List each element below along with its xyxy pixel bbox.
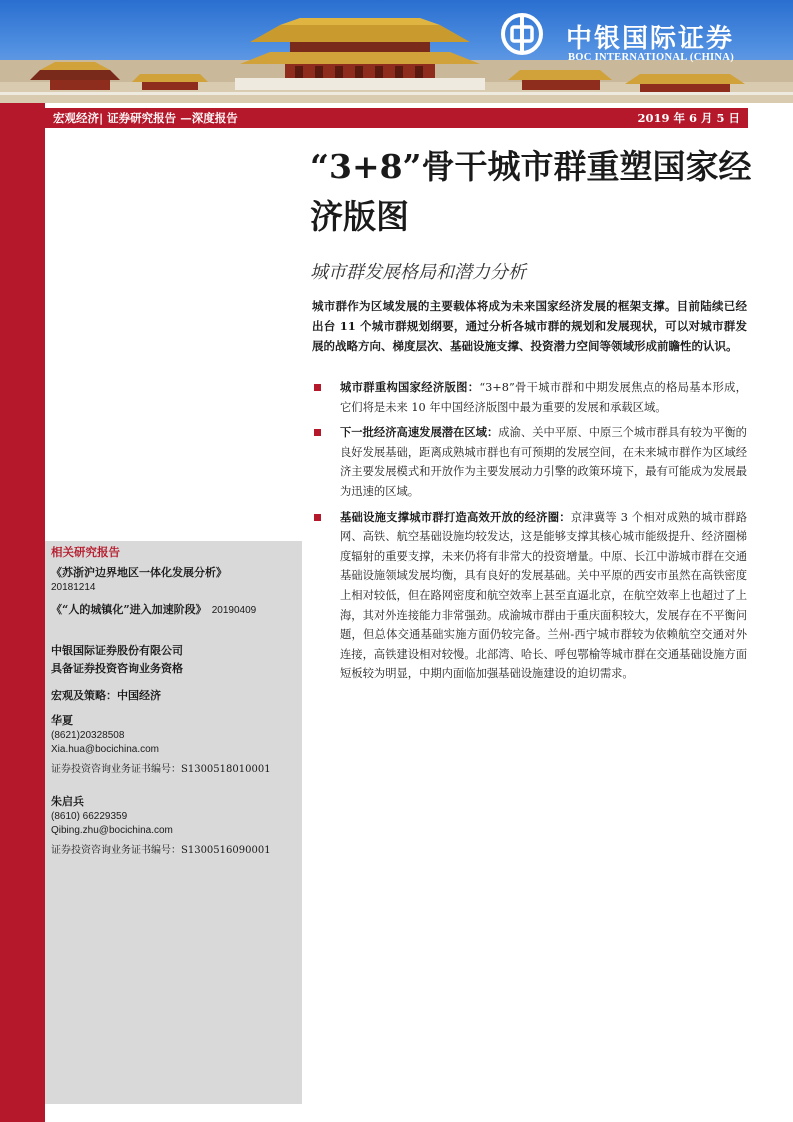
related-report-date: 20190409 [211, 605, 257, 616]
bullet-text: 京津冀等 3 个相对成熟的城市群路网、高铁、航空基础设施均较发达，这是能够支撑其核心城市能级提升、经济圈梯度辐射的重要支撑，未来仍将有非常大的投资增量。中原、长江中游城市群在交通基础设施领域发展均衡，具有良好的发展基础。关中平原的西安市虽然在高铁密度上相对较低，但在路网密度和航空效率上甚至直逼北京，在航空效率上也超过了上海，其对外连接能力非常强劲。成渝城市群由于重庆面积较大，发展存在不平衡问题，但总体交通基础实施方面仍较完备。兰州-西宁城市群较为依赖航空交通对外连接，高铁建设相对较慢。北部湾、哈长、呼包鄂榆等城市群在交通基础设施方面短板较为明显，中期内面临加强基础设施建设的迫切需求。 [340, 510, 747, 681]
analyst-email[interactable]: Qibing.zhu@bocichina.com [51, 825, 173, 836]
page-subtitle: 城市群发展格局和潜力分析 [310, 262, 526, 283]
company-qualification: 具备证券投资咨询业务资格 [51, 662, 183, 675]
brand-name-en: BOC INTERNATIONAL (CHINA) [568, 52, 734, 63]
analyst-cert: 证券投资咨询业务证书编号：S1300516090001 [51, 845, 271, 856]
sidebar-panel [45, 541, 302, 1104]
list-item [312, 508, 747, 684]
analyst-name: 华夏 [51, 714, 73, 727]
brand-name-cn: 中银国际证券 [566, 24, 735, 54]
analyst-phone: (8621)20328508 [51, 730, 125, 741]
related-report-date: 20181214 [51, 582, 96, 593]
analyst-email[interactable]: Xia.hua@bocichina.com [51, 744, 159, 755]
list-item [312, 378, 747, 417]
list-item [312, 423, 747, 501]
bullet-title: 下一批经济高速发展潜在区域： [340, 425, 499, 440]
bullet-text: “3+8”骨干城市群和中期发展焦点的格局基本形成，它们将是未来 10 年中国经济版图中最为重要的发展和承载区域。 [340, 381, 747, 414]
key-points-list [312, 378, 747, 690]
analyst-cert: 证券投资咨询业务证书编号：S1300518010001 [51, 764, 271, 775]
page-title: “3+8”骨干城市群重塑国家经济版图 [310, 147, 752, 236]
breadcrumb: 宏观经济| 证券研究报告 —深度报告 [53, 111, 238, 125]
related-reports-heading: 相关研究报告 [51, 545, 120, 559]
related-report-row[interactable] [51, 598, 256, 617]
bullet-text: 成渝、关中平原、中原三个城市群具有较为平衡的良好发展基础，距离成熟城市群也有可预期的发展空间，在未来城市群作为区域经济主要发展模式和开放作为主要发展动力引擎的政策环境下，最有可能成为发展最为迅速的区域。 [340, 426, 747, 498]
header-banner [0, 0, 793, 103]
bullet-square-icon [314, 384, 321, 391]
left-accent-stripe [0, 103, 45, 1122]
bullet-square-icon [314, 514, 321, 521]
analyst-phone: (8610) 66229359 [51, 811, 128, 822]
bullet-title: 城市群重构国家经济版图： [340, 380, 480, 394]
related-report-title: 《“人的城镇化”进入加速阶段》 [51, 603, 207, 616]
analyst-name: 朱启兵 [51, 795, 84, 808]
strategy-label: 宏观及策略：中国经济 [51, 689, 161, 702]
report-info-bar [45, 108, 748, 128]
related-report-title[interactable]: 《苏浙沪边界地区一体化发展分析》 [51, 566, 227, 579]
report-date: 2019 年 6 月 5 日 [637, 111, 740, 125]
summary-paragraph: 城市群作为区域发展的主要载体将成为未来国家经济发展的框架支撑。目前陆续已经出台 11 个城市群规划纲要，通过分析各城市群的规划和发展现状，可以对城市群发展的战略方向、梯度层次、基础设施支撑、投资潜力空间等领域形成前瞻性的认识。 [312, 299, 747, 353]
brand-logo [500, 12, 790, 72]
company-name: 中银国际证券股份有限公司 [51, 644, 183, 657]
bullet-title: 基础设施支撑城市群打造高效开放的经济圈： [340, 509, 571, 524]
boc-logo-icon [500, 12, 544, 56]
bullet-square-icon [314, 429, 321, 436]
